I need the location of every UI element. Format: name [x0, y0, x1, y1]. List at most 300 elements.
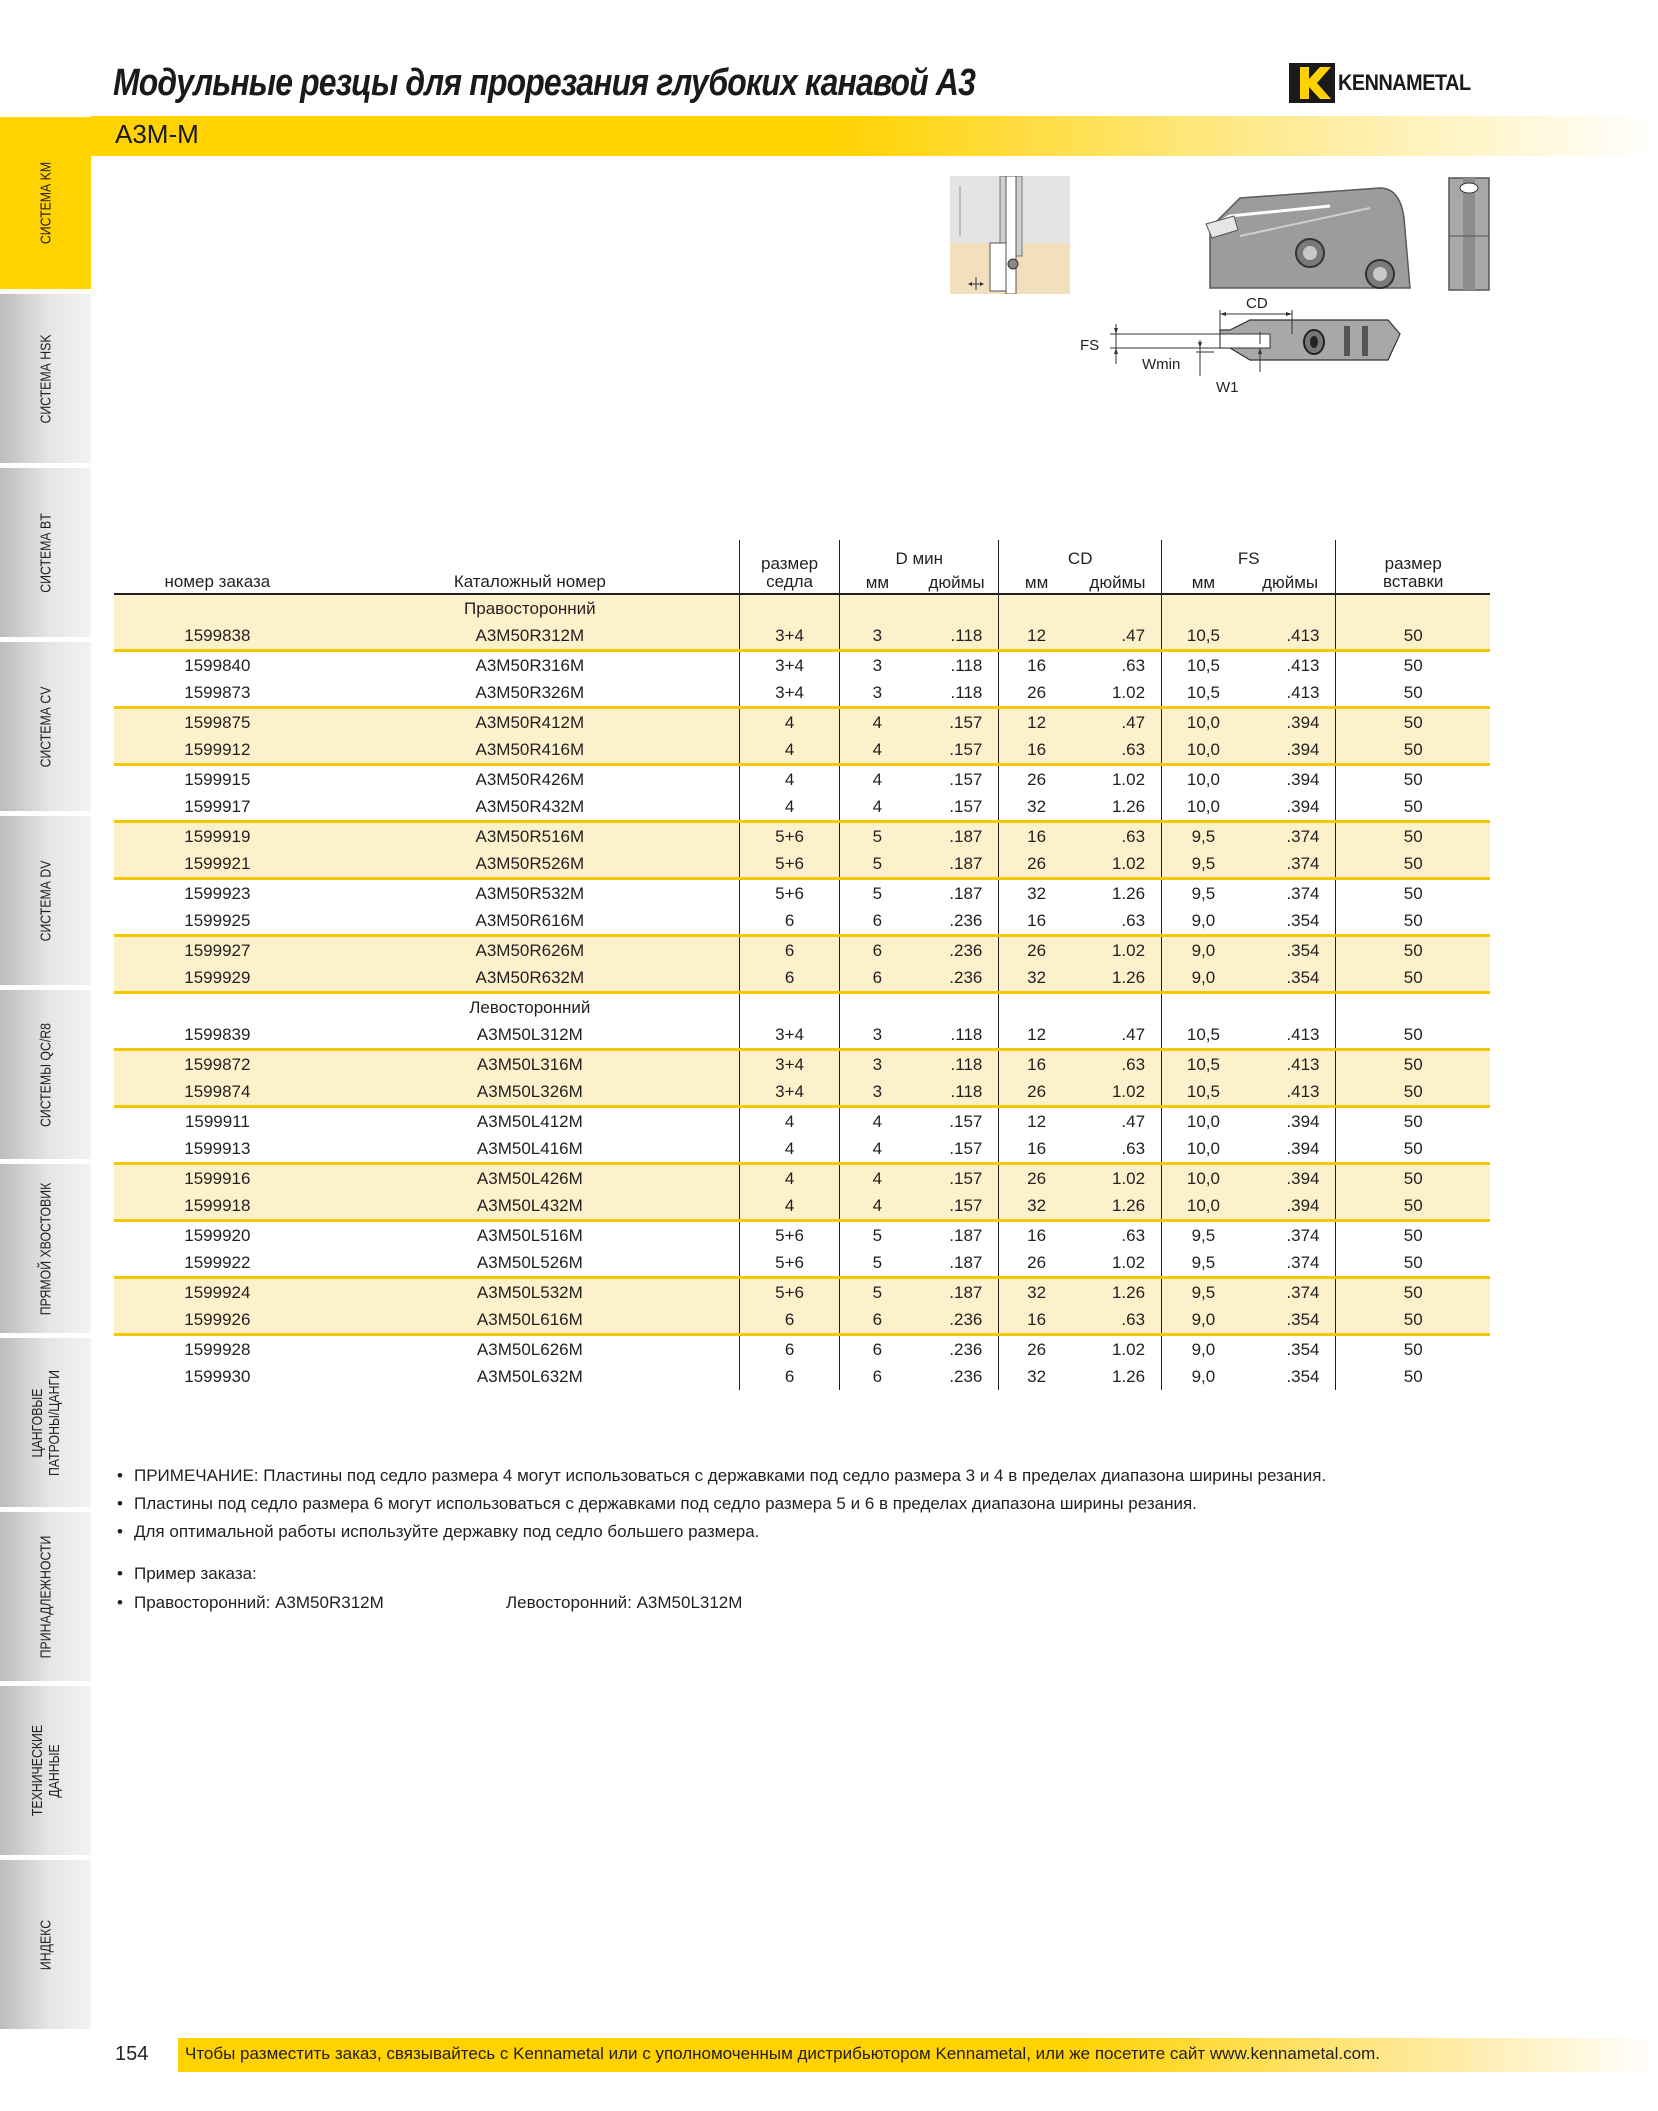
fs-inch-cell: .354: [1245, 936, 1336, 965]
dmin-mm-cell: 5: [840, 1278, 915, 1307]
fs-mm-cell: 9,0: [1162, 936, 1245, 965]
tool-holder-drawing: [1200, 178, 1422, 296]
col-header-cd: CD: [999, 540, 1162, 570]
cd-mm-cell: 32: [999, 1192, 1074, 1221]
side-view-drawing: [1445, 176, 1495, 294]
order-no-cell: 1599918: [114, 1192, 321, 1221]
insert-size-cell: 50: [1336, 1335, 1490, 1364]
side-tab-technical-data[interactable]: [0, 1685, 91, 1855]
fs-inch-cell: .413: [1245, 679, 1336, 708]
dmin-mm-cell: 6: [840, 1335, 915, 1364]
order-no-cell: 1599926: [114, 1306, 321, 1335]
table-row: [114, 736, 1490, 765]
fs-mm-cell: 9,5: [1162, 850, 1245, 879]
order-example-title: • Пример заказа:: [117, 1564, 257, 1583]
catalog-no-cell: A3M50L416M: [321, 1135, 740, 1164]
insert-size-cell: 50: [1336, 1078, 1490, 1107]
dmin-mm-cell: 5: [840, 822, 915, 851]
section-title: Правосторонний: [321, 594, 740, 622]
dmin-inch-cell: .157: [949, 769, 983, 789]
dmin-inch-cell: .187: [915, 850, 999, 879]
catalog-no-cell: A3M50R626M: [321, 936, 740, 965]
cd-mm-cell: 16: [999, 822, 1074, 851]
cd-mm-cell: 26: [999, 1335, 1074, 1364]
col-header-catalog-no: Каталожный номер: [321, 540, 740, 594]
insert-size-cell: 50: [1336, 736, 1490, 765]
dmin-mm-cell: 6: [840, 964, 915, 993]
fs-mm-cell: 10,5: [1162, 1050, 1245, 1079]
cd-mm-cell: 12: [999, 622, 1074, 651]
note-text: ПРИМЕЧАНИЕ: Пластины под седло размера 4 могут использоваться с державками под седло размера 3 и 4 в пределах диапазона ширины резания.: [134, 1466, 1327, 1485]
order-example: [117, 1559, 742, 1617]
insert-size-cell: 50: [1336, 1021, 1490, 1050]
dmin-mm-cell: 6: [840, 1363, 915, 1390]
fs-inch-cell: .374: [1286, 883, 1320, 903]
brand-logo: [1289, 62, 1485, 104]
cd-mm-cell: 16: [999, 907, 1074, 936]
product-table-body: [114, 594, 1490, 1390]
section-empty-cell: [1336, 993, 1490, 1022]
order-no-cell: 1599915: [184, 769, 251, 789]
table-row: [114, 765, 1490, 794]
fs-inch-cell: .354: [1286, 1366, 1320, 1386]
dmin-mm-cell: 3: [840, 1078, 915, 1107]
fs-mm-cell: 9,0: [1162, 1335, 1245, 1364]
dmin-inch-cell: .157: [915, 708, 999, 737]
dmin-inch-cell: .157: [949, 1111, 983, 1131]
order-no-cell: 1599911: [184, 1111, 250, 1131]
side-tab-label: ПРЯМОЙ ХВОСТОВИК: [37, 1182, 54, 1315]
dmin-mm-cell: 5: [840, 850, 915, 879]
product-table: [114, 540, 1490, 1390]
table-row: [114, 1078, 1490, 1107]
fs-mm-cell: 10,0: [1162, 736, 1245, 765]
dmin-inch-cell: .157: [915, 736, 999, 765]
side-tab-cv[interactable]: [0, 641, 91, 811]
catalog-no-cell: A3M50R426M: [475, 769, 585, 789]
dmin-inch-cell: .187: [949, 883, 983, 903]
order-no-cell: 1599872: [114, 1050, 321, 1079]
cd-inch-cell: 1.26: [1074, 964, 1162, 993]
fs-inch-cell: .394: [1245, 793, 1336, 822]
dim-fs-label: FS: [1080, 337, 1100, 354]
table-row: [114, 651, 1490, 680]
catalog-no-cell: A3M50L412M: [476, 1111, 583, 1131]
fs-mm-cell: 10,0: [1162, 708, 1245, 737]
dmin-mm-cell: 5: [840, 1249, 915, 1278]
order-no-cell: 1599916: [114, 1164, 321, 1193]
seat-size-cell: 3+4: [739, 1050, 839, 1079]
order-no-cell: 1599912: [114, 736, 321, 765]
fs-inch-cell: .413: [1245, 1078, 1336, 1107]
fs-inch-cell: .413: [1245, 622, 1336, 651]
insert-size-cell: 50: [1336, 850, 1490, 879]
insert-size-cell: 50: [1336, 622, 1490, 651]
cd-inch-cell: .63: [1074, 1050, 1162, 1079]
order-no-cell: 1599839: [114, 1021, 321, 1050]
catalog-no-cell: A3M50L632M: [476, 1366, 583, 1386]
table-row: [114, 793, 1490, 822]
dmin-mm-cell: 3: [840, 1050, 915, 1079]
dmin-mm-cell: 4: [840, 708, 915, 737]
catalog-no-cell: A3M50R312M: [321, 622, 740, 651]
cd-mm-cell: 32: [999, 1278, 1074, 1307]
insert-size-cell: 50: [1336, 1050, 1490, 1079]
dmin-inch-cell: .236: [915, 907, 999, 936]
seat-size-cell: 5+6: [739, 1278, 839, 1307]
table-row: [114, 1050, 1490, 1079]
cd-inch-cell: 1.02: [1074, 850, 1162, 879]
insert-size-cell: 50: [1336, 964, 1490, 993]
col-header-fs-mm: мм: [1162, 570, 1245, 594]
dmin-inch-cell: .118: [915, 679, 999, 708]
seat-size-cell: 4: [739, 793, 839, 822]
side-tab-label: СИСТЕМА CV: [37, 686, 54, 767]
cd-mm-cell: 16: [999, 1221, 1074, 1250]
order-no-cell: 1599925: [114, 907, 321, 936]
cd-inch-cell: 1.02: [1074, 1249, 1162, 1278]
cd-inch-cell: 1.02: [1111, 769, 1146, 789]
section-title: Левосторонний: [469, 997, 591, 1017]
section-empty-cell: [739, 594, 839, 622]
order-example-right: Правосторонний: A3M50R312M: [134, 1593, 384, 1612]
fs-mm-cell: 9,0: [1162, 964, 1245, 993]
dmin-inch-cell: .236: [915, 964, 999, 993]
section-empty-cell: [114, 594, 321, 622]
dmin-inch-cell: .187: [915, 1249, 999, 1278]
catalog-no-cell: A3M50L312M: [321, 1021, 740, 1050]
col-header-cd-mm: мм: [999, 570, 1074, 594]
section-empty-cell: [1162, 993, 1245, 1022]
fs-inch-cell: .374: [1245, 822, 1336, 851]
catalog-no-cell: A3M50L432M: [321, 1192, 740, 1221]
side-tab-index[interactable]: [0, 1859, 91, 2029]
dmin-inch-cell: .187: [949, 1225, 983, 1245]
dmin-mm-cell: 4: [840, 736, 915, 765]
cd-mm-cell: 26: [999, 850, 1074, 879]
col-header-dmin: D мин: [840, 540, 999, 570]
dmin-mm-cell: 4: [840, 793, 915, 822]
section-row: [114, 594, 1490, 622]
table-row: [114, 1135, 1490, 1164]
seat-size-cell: 3+4: [739, 679, 839, 708]
fs-mm-cell: 9,5: [1162, 822, 1245, 851]
table-row: [114, 936, 1490, 965]
side-tab-label: СИСТЕМА KM: [37, 161, 54, 245]
seat-size-cell: 6: [739, 936, 839, 965]
seat-size-cell: 5+6: [739, 1221, 839, 1250]
dmin-mm-cell: 6: [840, 907, 915, 936]
fs-mm-cell: 10,5: [1162, 651, 1245, 680]
table-row: [114, 1278, 1490, 1307]
seat-size-cell: 4: [739, 1164, 839, 1193]
col-header-fs-inch: дюймы: [1245, 570, 1336, 594]
catalog-no-cell: A3M50R516M: [321, 822, 740, 851]
cd-mm-cell: 16: [999, 1050, 1074, 1079]
side-tab-label: СИСТЕМА BT: [37, 512, 54, 593]
fs-inch-cell: .374: [1245, 1249, 1336, 1278]
catalog-no-cell: A3M50L532M: [321, 1278, 740, 1307]
dmin-mm-cell: 4: [840, 1135, 915, 1164]
section-empty-cell: [1074, 594, 1162, 622]
fs-mm-cell: 10,0: [1162, 1135, 1245, 1164]
catalog-no-cell: A3M50L616M: [321, 1306, 740, 1335]
dmin-inch-cell: .118: [915, 1078, 999, 1107]
table-row: [114, 679, 1490, 708]
col-header-dmin-inch: дюймы: [915, 570, 999, 594]
fs-mm-cell: 10,5: [1162, 1078, 1245, 1107]
table-row: [114, 822, 1490, 851]
dmin-mm-cell: 6: [840, 936, 915, 965]
fs-mm-cell: 9,5: [1162, 1221, 1245, 1250]
fs-mm-cell: 9,5: [1162, 1278, 1245, 1307]
seat-size-cell: 5+6: [739, 1249, 839, 1278]
insert-size-cell: 50: [1336, 1164, 1490, 1193]
cd-inch-cell: 1.26: [1074, 793, 1162, 822]
section-empty-cell: [739, 993, 839, 1022]
side-tab-hsk[interactable]: [0, 293, 91, 463]
order-no-cell: 1599928: [184, 1339, 251, 1359]
insert-size-cell: 50: [1336, 1135, 1490, 1164]
order-no-cell: 1599920: [184, 1225, 251, 1245]
dmin-inch-cell: .118: [950, 655, 983, 675]
seat-size-cell: 4: [739, 708, 839, 737]
seat-size-cell: 5+6: [739, 822, 839, 851]
seat-size-cell: 4: [739, 765, 839, 794]
section-empty-cell: [840, 993, 915, 1022]
cd-mm-cell: 32: [999, 964, 1074, 993]
fs-inch-cell: .413: [1245, 1021, 1336, 1050]
cd-inch-cell: 1.02: [1074, 679, 1162, 708]
catalog-no-cell: A3M50R326M: [321, 679, 740, 708]
catalog-no-cell: A3M50L516M: [476, 1225, 583, 1245]
note-text: Пластины под седло размера 6 могут использоваться с державками под седло размера 5 и 6 в пределах диапазона ширины резания.: [134, 1494, 1197, 1513]
order-no-cell: 1599929: [114, 964, 321, 993]
side-tab-accessories[interactable]: [0, 1511, 91, 1681]
insert-size-cell: 50: [1336, 651, 1490, 680]
cd-mm-cell: 32: [999, 793, 1074, 822]
catalog-no-cell: A3M50R632M: [321, 964, 740, 993]
catalog-no-cell: A3M50R316M: [475, 655, 585, 675]
fs-inch-cell: .413: [1286, 655, 1320, 675]
side-tab-label: ИНДЕКС: [37, 1919, 54, 1970]
section-empty-cell: [1074, 993, 1162, 1022]
cd-inch-cell: .63: [1121, 655, 1146, 675]
table-row: [114, 1249, 1490, 1278]
fs-mm-cell: 10,0: [1162, 1107, 1245, 1136]
order-no-cell: 1599924: [114, 1278, 321, 1307]
seat-size-cell: 6: [739, 964, 839, 993]
dim-wmin-label: Wmin: [1142, 356, 1181, 373]
table-row: [114, 850, 1490, 879]
header-band: [0, 116, 1658, 156]
seat-size-cell: 4: [739, 1135, 839, 1164]
side-tab-label: СИСТЕМЫ QC/R8: [37, 1022, 54, 1127]
notes: [117, 1462, 1326, 1546]
insert-size-cell: 50: [1336, 1249, 1490, 1278]
side-tab-km[interactable]: [0, 116, 91, 289]
dmin-mm-cell: 4: [840, 1164, 915, 1193]
section-empty-cell: [840, 594, 915, 622]
side-tab-bt[interactable]: [0, 467, 91, 637]
cd-mm-cell: 16: [999, 736, 1074, 765]
cd-inch-cell: .63: [1074, 1306, 1162, 1335]
side-tab-label: ЦАНГОВЫЕ ПАТРОНЫ/ЦАНГИ: [28, 1369, 63, 1476]
seat-size-cell: 3+4: [739, 1078, 839, 1107]
order-example-values: • Правосторонний: A3M50R312M Левосторонний: A3M50L312M: [117, 1588, 742, 1617]
table-row: [114, 907, 1490, 936]
fs-inch-cell: .394: [1245, 708, 1336, 737]
order-no-cell: 1599930: [184, 1366, 251, 1386]
order-example-title-text: Пример заказа:: [134, 1564, 257, 1583]
dmin-mm-cell: 3: [840, 679, 915, 708]
cd-mm-cell: 26: [999, 1078, 1074, 1107]
dmin-mm-cell: 6: [840, 1306, 915, 1335]
order-no-cell: 1599875: [114, 708, 321, 737]
fs-inch-cell: .394: [1286, 1111, 1320, 1131]
dmin-inch-cell: .236: [915, 936, 999, 965]
fs-mm-cell: 10,0: [1162, 1192, 1245, 1221]
fs-inch-cell: .394: [1245, 1192, 1336, 1221]
cd-inch-cell: 1.26: [1111, 883, 1146, 903]
section-empty-cell: [915, 594, 999, 622]
insert-size-cell: 50: [1336, 1306, 1490, 1335]
seat-size-cell: 3+4: [739, 1021, 839, 1050]
side-tab-label: ПРИНАДЛЕЖНОСТИ: [37, 1535, 54, 1658]
order-no-cell: 1599874: [114, 1078, 321, 1107]
cd-mm-cell: 26: [999, 1164, 1074, 1193]
fs-mm-cell: 9,5: [1162, 1249, 1245, 1278]
seat-size-cell: 5+6: [739, 850, 839, 879]
dim-cd-label: CD: [1246, 295, 1268, 312]
section-empty-cell: [999, 594, 1074, 622]
page-number: 154: [115, 2043, 149, 2065]
dmin-mm-cell: 3: [840, 1021, 915, 1050]
cd-mm-cell: 26: [999, 936, 1074, 965]
cd-inch-cell: .63: [1074, 1135, 1162, 1164]
cd-mm-cell: 12: [999, 708, 1074, 737]
cd-mm-cell: 32: [999, 1363, 1074, 1390]
order-no-cell: 1599927: [114, 936, 321, 965]
fs-inch-cell: .354: [1245, 1306, 1336, 1335]
page-title: Модульные резцы для прорезания глубоких канавой A3: [113, 62, 975, 104]
seat-size-cell: 6: [739, 1306, 839, 1335]
dmin-mm-cell: 3: [840, 622, 915, 651]
side-tab-straight-shank[interactable]: [0, 1163, 91, 1333]
fs-mm-cell: 10,5: [1162, 1021, 1245, 1050]
cd-inch-cell: 1.26: [1074, 1192, 1162, 1221]
cd-mm-cell: 12: [999, 1107, 1074, 1136]
seat-size-cell: 5+6: [739, 879, 839, 908]
fs-inch-cell: .394: [1245, 736, 1336, 765]
cd-mm-cell: 16: [999, 1135, 1074, 1164]
fs-mm-cell: 10,5: [1162, 622, 1245, 651]
fs-inch-cell: .374: [1245, 850, 1336, 879]
fs-inch-cell: .374: [1286, 1225, 1320, 1245]
section-empty-cell: [1162, 594, 1245, 622]
groove-machining-sketch: [950, 176, 1070, 294]
order-no-cell: 1599919: [114, 822, 321, 851]
cd-inch-cell: .63: [1074, 907, 1162, 936]
order-no-cell: 1599922: [114, 1249, 321, 1278]
seat-size-cell: 4: [739, 736, 839, 765]
insert-size-cell: 50: [1336, 907, 1490, 936]
dmin-inch-cell: .157: [915, 1135, 999, 1164]
col-header-insert-size: [1336, 540, 1490, 594]
cd-inch-cell: .63: [1121, 1225, 1146, 1245]
dmin-inch-cell: .118: [915, 1021, 999, 1050]
dmin-mm-cell: 5: [840, 1221, 915, 1250]
section-empty-cell: [114, 993, 321, 1022]
col-header-fs: FS: [1162, 540, 1336, 570]
insert-size-cell: 50: [1336, 822, 1490, 851]
catalog-no-cell: A3M50L526M: [321, 1249, 740, 1278]
note-text: Для оптимальной работы используйте державку под седло большего размера.: [134, 1522, 760, 1541]
cd-inch-cell: 1.02: [1074, 1078, 1162, 1107]
fs-inch-cell: .413: [1245, 1050, 1336, 1079]
catalog-no-cell: A3M50L316M: [321, 1050, 740, 1079]
seat-size-cell: 6: [739, 907, 839, 936]
cd-mm-cell: 16: [999, 1306, 1074, 1335]
fs-mm-cell: 9,0: [1162, 1363, 1245, 1390]
section-empty-cell: [1245, 594, 1336, 622]
dmin-inch-cell: .236: [949, 1339, 983, 1359]
fs-mm-cell: 10,0: [1162, 1164, 1245, 1193]
order-no-cell: 1599917: [114, 793, 321, 822]
note-item: • Для оптимальной работы используйте державку под седло большего размера.: [117, 1522, 760, 1541]
dmin-mm-cell: 4: [840, 1192, 915, 1221]
fs-inch-cell: .354: [1245, 907, 1336, 936]
order-no-cell: 1599838: [114, 622, 321, 651]
cd-inch-cell: 1.26: [1074, 1278, 1162, 1307]
order-no-cell: 1599913: [114, 1135, 321, 1164]
dimension-drawing: [1070, 290, 1410, 406]
table-row: [114, 1164, 1490, 1193]
cd-mm-cell: 12: [999, 1021, 1074, 1050]
side-tab-dv[interactable]: [0, 815, 91, 985]
catalog-no-cell: A3M50R526M: [321, 850, 740, 879]
table-row: [114, 1363, 1490, 1390]
fs-inch-cell: .394: [1245, 1164, 1336, 1193]
cd-inch-cell: .47: [1074, 708, 1162, 737]
side-tab-qc-r8[interactable]: [0, 989, 91, 1159]
cd-inch-cell: .47: [1074, 622, 1162, 651]
note-item: • Пластины под седло размера 6 могут использоваться с державками под седло размера 5 и 6 в пределах диапазона ширины резания.: [117, 1494, 1197, 1513]
cd-inch-cell: .63: [1074, 736, 1162, 765]
cd-inch-cell: 1.02: [1074, 936, 1162, 965]
side-tab-collet-chucks[interactable]: [0, 1337, 91, 1507]
fs-inch-cell: .394: [1286, 769, 1320, 789]
cd-mm-cell: 32: [999, 879, 1074, 908]
cd-mm-cell: 16: [999, 651, 1074, 680]
cd-inch-cell: .47: [1121, 1111, 1146, 1131]
col-header-dmin-mm: мм: [840, 570, 915, 594]
side-navigation: [0, 116, 91, 2033]
insert-size-cell: 50: [1336, 679, 1490, 708]
dmin-mm-cell: 5: [840, 879, 915, 908]
cd-mm-cell: 26: [999, 679, 1074, 708]
insert-size-cell: 50: [1336, 708, 1490, 737]
insert-size-cell: 50: [1336, 1192, 1490, 1221]
insert-size-cell: 50: [1336, 1221, 1490, 1250]
order-no-cell: 1599873: [114, 679, 321, 708]
seat-size-cell: 6: [739, 1335, 839, 1364]
cd-inch-cell: 1.26: [1111, 1366, 1146, 1386]
dmin-mm-cell: 4: [840, 1107, 915, 1136]
dmin-inch-cell: .157: [915, 1164, 999, 1193]
insert-size-cell: 50: [1336, 1107, 1490, 1136]
side-tab-label: ТЕХНИЧЕСКИЕ ДАННЫЕ: [28, 1724, 63, 1816]
